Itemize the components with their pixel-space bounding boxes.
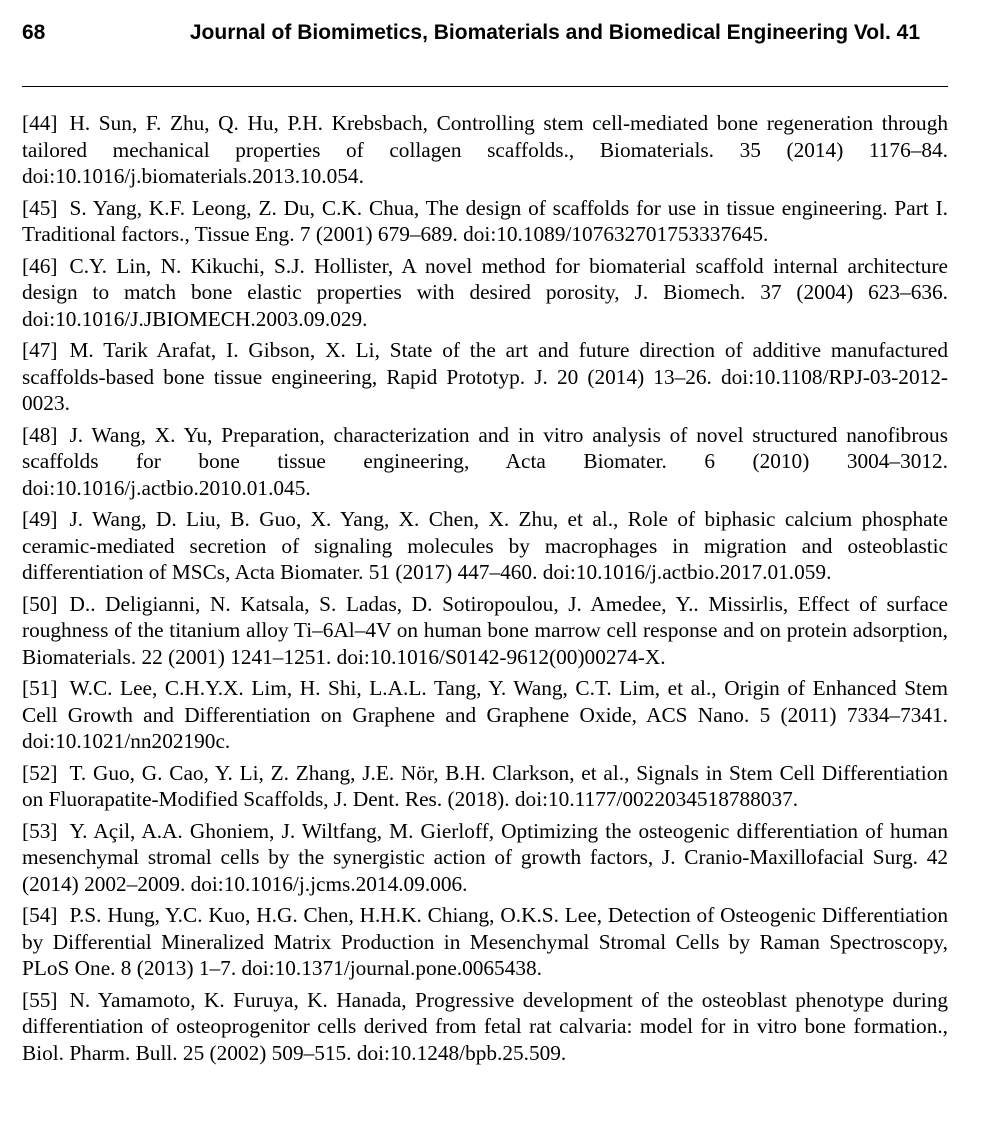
reference-number: [54] — [22, 903, 58, 927]
reference-number: [51] — [22, 676, 58, 700]
reference-number: [53] — [22, 818, 58, 843]
reference-number: [50] — [22, 591, 58, 616]
reference-text: T. Guo, G. Cao, Y. Li, Z. Zhang, J.E. Nör, B.H. Clarkson, et al., Signals in Stem Cell Differentiation on Fluorapatite-Modified Scaffolds, J. Dent. Res. (2018). doi:10.1177/0022034518788037. — [22, 760, 948, 811]
reference-52 — [22, 760, 948, 813]
reference-text: N. Yamamoto, K. Furuya, K. Hanada, Progressive development of the osteoblast phenotype during differentiation of osteoprogenitor cells derived from fetal rat calvaria: model for in vitro bone formation., Biol. Pharm. Bull. 25 (2002) 509–515. doi:10.1248/bpb.25.509. — [22, 987, 948, 1065]
reference-46 — [22, 253, 948, 333]
reference-text: S. Yang, K.F. Leong, Z. Du, C.K. Chua, The design of scaffolds for use in tissue engineering. Part I. Traditional factors., Tissue Eng. 7 (2001) 679–689. doi:10.1089/107632701753337645. — [22, 195, 948, 246]
reference-45 — [22, 195, 948, 248]
running-header — [22, 16, 920, 50]
reference-number: [55] — [22, 987, 58, 1012]
reference-text: H. Sun, F. Zhu, Q. Hu, P.H. Krebsbach, Controlling stem cell-mediated bone regeneration through tailored mechanical properties of collagen scaffolds., Biomaterials. 35 (2014) 1176–84. doi:10.1016/j.biomaterials.2013.10.054. — [22, 111, 948, 188]
reference-54 — [22, 902, 948, 982]
page-number: 68 — [22, 21, 46, 44]
reference-text: D.. Deligianni, N. Katsala, S. Ladas, D. Sotiropoulou, J. Amedee, Y.. Missirlis, Effect of surface roughness of the titanium alloy Ti–6Al–4V on human bone marrow cell response and on protein adsorption, Biomaterials. 22 (2001) 1241–1251. doi:10.1016/S0142-9612(00)00274-X. — [22, 591, 948, 669]
reference-number: [47] — [22, 338, 58, 362]
reference-49 — [22, 506, 948, 586]
reference-47 — [22, 337, 948, 417]
reference-number: [49] — [22, 507, 58, 531]
reference-number: [44] — [22, 111, 58, 135]
reference-number: [45] — [22, 195, 58, 220]
reference-text: C.Y. Lin, N. Kikuchi, S.J. Hollister, A novel method for biomaterial scaffold internal architecture design to match bone elastic properties with desired porosity, J. Biomech. 37 (2004) 623–636. doi:10.1016/J.JBIOMECH.2003.09.029. — [22, 253, 948, 331]
reference-text: Y. Açil, A.A. Ghoniem, J. Wiltfang, M. Gierloff, Optimizing the osteogenic differentiation of human mesenchymal stromal cells by the synergistic action of growth factors, J. Cranio-Maxillofacial Surg. 42 (2014) 2002–2009. doi:10.1016/j.jcms.2014.09.006. — [22, 818, 948, 896]
reference-53 — [22, 818, 948, 898]
reference-55 — [22, 987, 948, 1067]
header-rule — [22, 86, 948, 87]
reference-text: W.C. Lee, C.H.Y.X. Lim, H. Shi, L.A.L. Tang, Y. Wang, C.T. Lim, et al., Origin of Enhanced Stem Cell Growth and Differentiation on Graphene and Graphene Oxide, ACS Nano. 5 (2011) 7334–7341. doi:10.1021/nn202190c. — [22, 676, 948, 753]
reference-text: J. Wang, X. Yu, Preparation, characterization and in vitro analysis of novel structured nanofibrous scaffolds for bone tissue engineering, Acta Biomater. 6 (2010) 3004–3012. doi:10.1016/j.actbio.2010.01.045. — [22, 422, 948, 500]
reference-44 — [22, 110, 948, 190]
reference-number: [46] — [22, 253, 58, 278]
reference-48 — [22, 422, 948, 502]
reference-51 — [22, 675, 948, 755]
reference-text: J. Wang, D. Liu, B. Guo, X. Yang, X. Chen, X. Zhu, et al., Role of biphasic calcium phosphate ceramic-mediated secretion of signaling molecules by macrophages in migration and osteoblastic differentiation of MSCs, Acta Biomater. 51 (2017) 447–460. doi:10.1016/j.actbio.2017.01.059. — [22, 507, 948, 584]
reference-list — [22, 110, 948, 1071]
journal-title: Journal of Biomimetics, Biomaterials and Biomedical Engineering Vol. 41 — [189, 21, 920, 44]
reference-text: P.S. Hung, Y.C. Kuo, H.G. Chen, H.H.K. Chiang, O.K.S. Lee, Detection of Osteogenic Differentiation by Differential Mineralized Matrix Production in Mesenchymal Stromal Cells by Raman Spectroscopy, PLoS One. 8 (2013) 1–7. doi:10.1371/journal.pone.0065438. — [22, 903, 948, 980]
reference-50 — [22, 591, 948, 671]
reference-number: [52] — [22, 760, 58, 785]
reference-text: M. Tarik Arafat, I. Gibson, X. Li, State of the art and future direction of additive manufactured scaffolds-based bone tissue engineering, Rapid Prototyp. J. 20 (2014) 13–26. doi:10.1108/RPJ-03-2012-0023. — [22, 338, 948, 415]
reference-number: [48] — [22, 422, 58, 447]
